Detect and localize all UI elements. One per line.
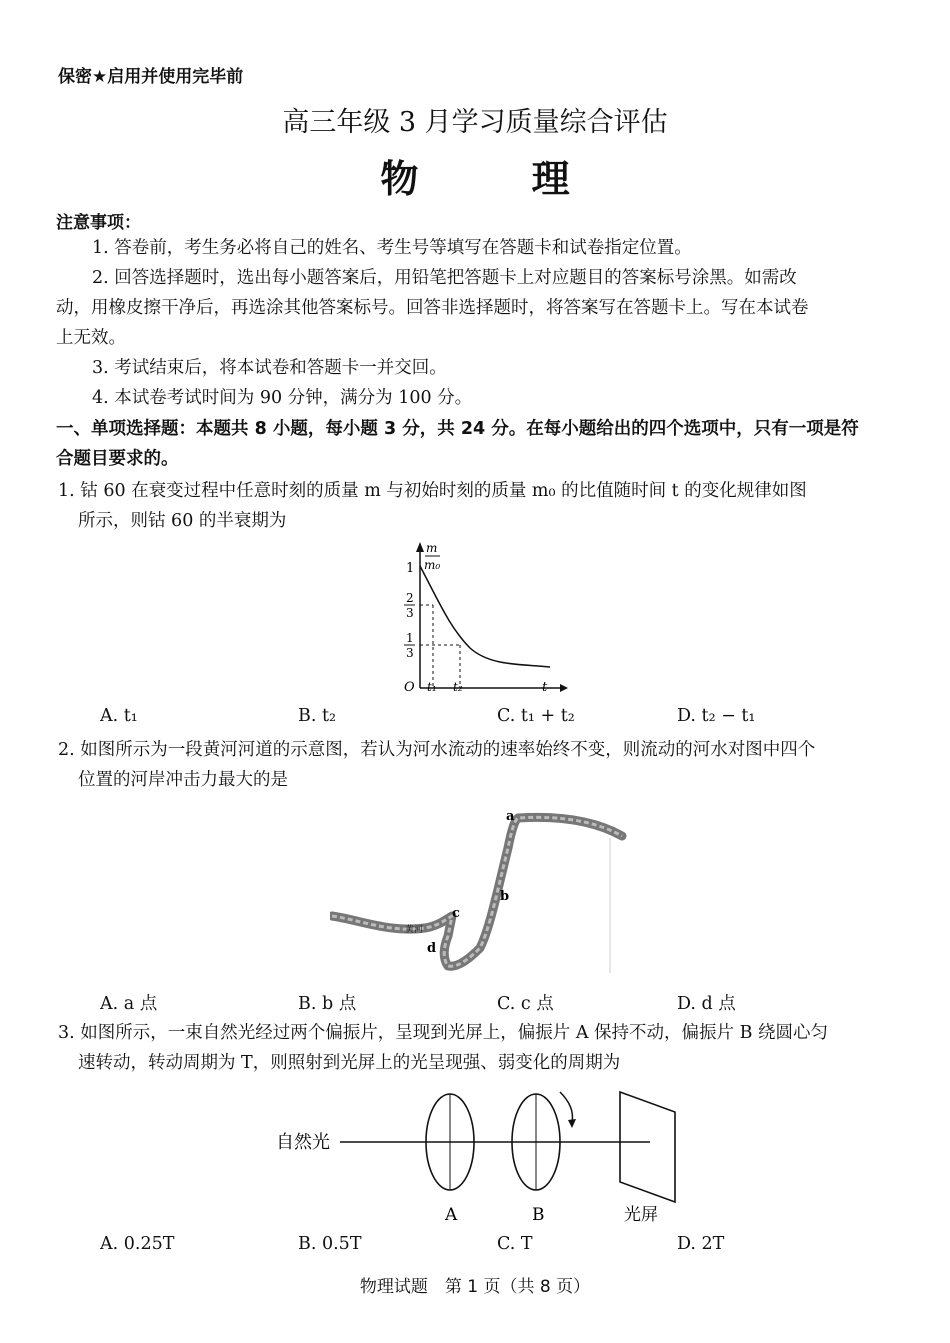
notice-item: 2. 回答选择题时，选出每小题答案后，用铅笔把答题卡上对应题目的答案标号涂黑。如需改 [92,268,797,288]
origin-label: O [404,680,415,695]
q3-option-b: B. 0.5T [298,1234,362,1254]
point-b-label: b [500,889,510,904]
q2-option-b: B. b 点 [298,994,357,1014]
question-3-text: 速转动，转动周期为 T，则照射到光屏上的光呈现强、弱变化的周期为 [78,1053,621,1073]
section-heading: 合题目要求的。 [56,449,179,469]
t1-label: t₁ [427,680,437,694]
q1-option-d: D. t₂ − t₁ [677,706,756,726]
tick-2-3-num: 2 [406,591,414,605]
polarizer-diagram [270,1082,690,1232]
section-heading: 一、单项选择题：本题共 8 小题，每小题 3 分，共 24 分。在每小题给出的四个选项中，只有一项是符 [56,419,859,439]
q3-option-c: C. T [497,1234,533,1254]
q3-option-d: D. 2T [677,1234,725,1254]
light-screen [620,1092,675,1202]
polarizer-a-label: A [445,1205,458,1225]
river-name-label: 黄河 [405,925,424,935]
y-axis-arrow [416,542,424,552]
q3-option-a: A. 0.25T [100,1234,175,1254]
page-footer: 物理试题 第 1 页（共 8 页） [359,1277,591,1297]
q1-option-b: B. t₂ [298,706,337,726]
point-a-label: a [506,809,515,824]
q2-option-c: C. c 点 [497,994,554,1014]
point-d-label: d [427,941,437,956]
notice-heading: 注意事项： [56,213,141,233]
notice-item: 4. 本试卷考试时间为 90 分钟，满分为 100 分。 [92,388,473,408]
river-map [330,808,630,978]
decay-curve [420,566,550,667]
q2-option-d: D. d 点 [677,994,736,1014]
notice-item: 1. 答卷前，考生务必将自己的姓名、考生号等填写在答题卡和试卷指定位置。 [92,238,692,258]
tick-1: 1 [406,561,415,576]
decay-graph [390,538,570,703]
subject-title: 物 理 [380,156,620,201]
polarizer-b-label: B [532,1205,545,1225]
natural-light-label: 自然光 [276,1132,330,1153]
y-label-den: m₀ [424,558,441,572]
tick-1-3-num: 1 [406,631,414,645]
notice-item: 3. 考试结束后，将本试卷和答题卡一并交回。 [92,358,447,378]
secret-notice: 保密★启用并使用完毕前 [58,67,244,87]
q1-option-a: A. t₁ [100,706,138,726]
question-3-text: 3. 如图所示，一束自然光经过两个偏振片，呈现到光屏上，偏振片 A 保持不动，偏振片 B 绕圆心匀 [58,1023,829,1043]
notice-item: 动，用橡皮擦干净后，再选涂其他答案标号。回答非选择题时，将答案写在答题卡上。写在本试卷 [56,298,809,318]
rotation-arrowhead-icon [568,1119,576,1128]
rotation-arrow [560,1092,573,1122]
point-c-label: c [452,906,460,921]
q1-option-c: C. t₁ + t₂ [497,706,575,726]
tick-1-3-den: 3 [406,646,414,660]
t2-label: t₂ [453,680,463,694]
notice-item: 上无效。 [56,328,126,348]
y-label-num: m [426,541,438,555]
question-2-text: 位置的河岸冲击力最大的是 [78,770,288,790]
exam-title: 高三年级 3 月学习质量综合评估 [282,107,668,138]
x-axis-arrow [560,684,568,692]
q2-option-a: A. a 点 [100,994,158,1014]
tick-2-3-den: 3 [406,606,414,620]
question-1-text: 1. 钴 60 在衰变过程中任意时刻的质量 m 与初始时刻的质量 m₀ 的比值随时间 t 的变化规律如图 [58,481,807,501]
question-2-text: 2. 如图所示为一段黄河河道的示意图，若认为河水流动的速率始终不变，则流动的河水对图中四个 [58,740,816,760]
x-label: t [542,680,548,695]
question-1-text: 所示，则钴 60 的半衰期为 [78,511,287,531]
screen-label: 光屏 [624,1205,658,1225]
